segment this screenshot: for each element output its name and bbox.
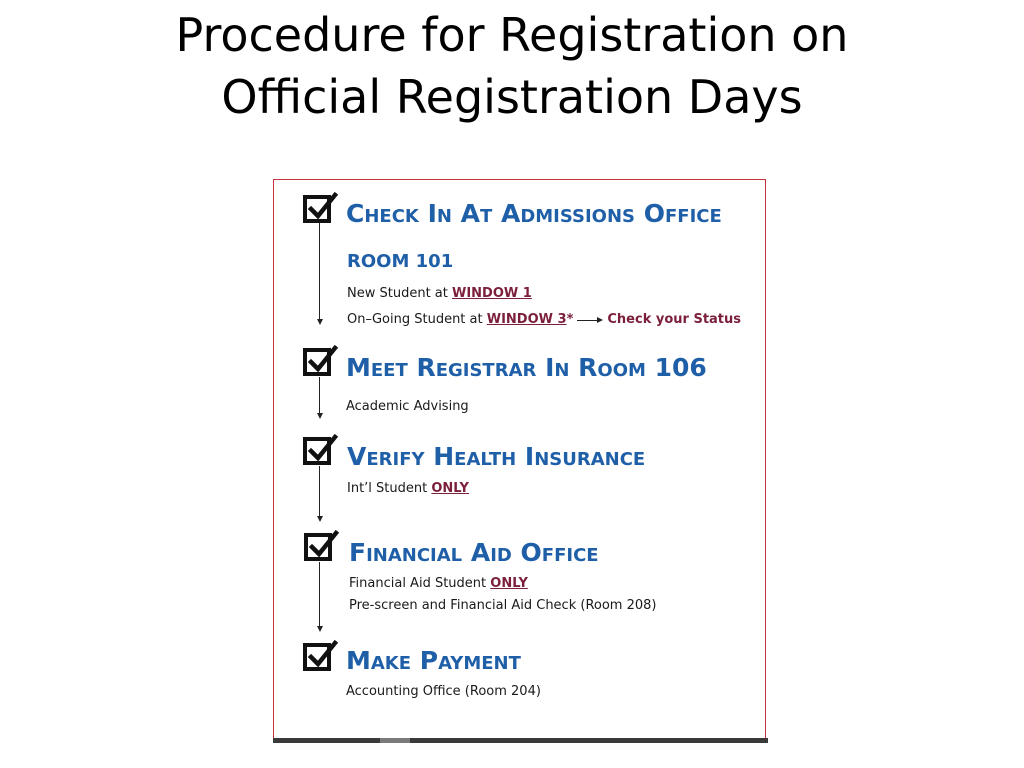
step-1-line-1-text: New Student at	[347, 286, 452, 301]
checked-box-icon	[303, 195, 331, 223]
step-3-heading: Verify Health Insurance	[347, 442, 646, 471]
slide-title	[0, 4, 1024, 128]
slide-title-line-2: Official Registration Days	[221, 70, 803, 124]
connector-line-2	[319, 377, 320, 415]
step-1-line-2	[347, 312, 741, 327]
connector-line-1	[319, 223, 320, 320]
step-3-line-1-emphasis: ONLY	[431, 481, 469, 496]
card-bottom-highlight	[380, 738, 410, 743]
step-1-line-1-emphasis: WINDOW 1	[452, 286, 532, 301]
step-5-line-1-text: Accounting Office (Room 204)	[346, 684, 541, 699]
step-4-line-2	[349, 598, 656, 613]
step-4-line-2-text: Pre-screen and Financial Aid Check (Room 208)	[349, 598, 657, 613]
card-bottom-bar	[273, 738, 768, 743]
connector-line-4	[319, 562, 320, 628]
step-5-line-1	[346, 684, 541, 699]
check-status-label: Check your Status	[607, 312, 742, 327]
slide-title-line-1: Procedure for Registration on	[175, 8, 849, 62]
step-4-heading: Financial Aid Office	[349, 538, 599, 567]
right-arrow-icon	[577, 315, 603, 325]
down-arrow-icon	[317, 626, 323, 632]
checked-box-icon	[304, 533, 332, 561]
step-3-line-1-text: Int’l Student	[347, 481, 432, 496]
step-5-heading: Make Payment	[346, 646, 521, 675]
down-arrow-icon	[317, 413, 323, 419]
checked-box-icon	[303, 348, 331, 376]
step-4-line-1-emphasis: ONLY	[490, 576, 528, 591]
step-4-line-1	[349, 576, 528, 591]
step-1-line-2-emphasis: WINDOW 3	[486, 312, 567, 327]
step-2-heading: Meet Registrar In Room 106	[346, 353, 707, 382]
step-1-heading: Check In At Admissions Office	[346, 199, 722, 228]
checked-box-icon	[303, 643, 331, 671]
down-arrow-icon	[317, 319, 323, 325]
down-arrow-icon	[317, 516, 323, 522]
step-2-line-1-text: Academic Advising	[346, 399, 469, 414]
checked-box-icon	[303, 437, 331, 465]
step-1-subheading: ROOM 101	[347, 251, 454, 272]
step-2-line-1	[346, 399, 469, 414]
step-1-line-1	[347, 286, 532, 301]
connector-line-3	[319, 466, 320, 518]
step-4-line-1-text: Financial Aid Student	[349, 576, 491, 591]
step-1-line-2-suffix: *	[566, 312, 574, 327]
step-1-line-2-text: On–Going Student at	[347, 312, 487, 327]
step-3-line-1	[347, 481, 469, 496]
